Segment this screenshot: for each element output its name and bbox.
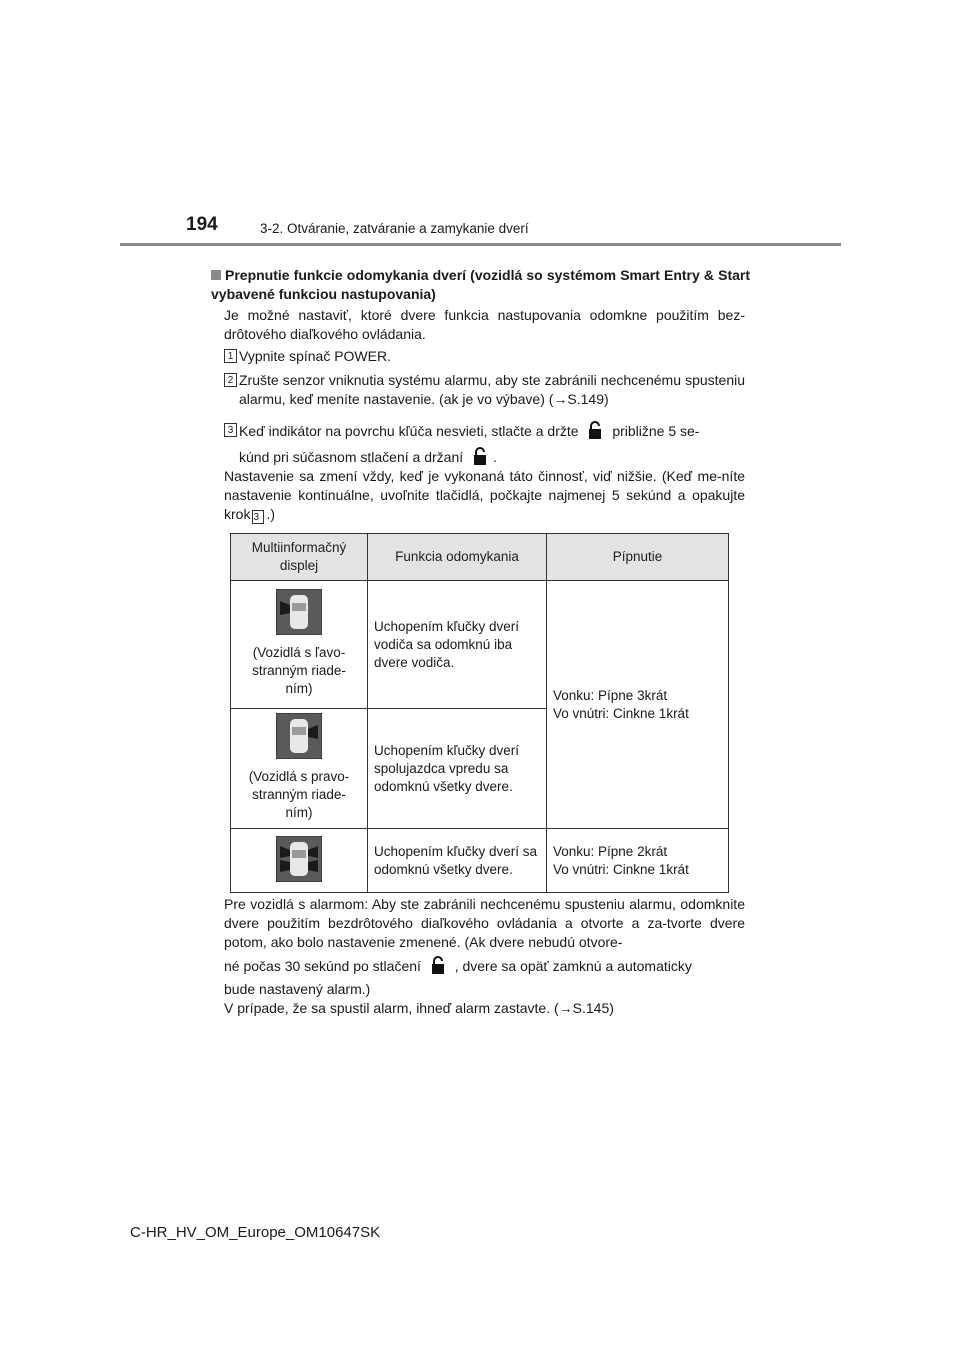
lock-icon (431, 956, 445, 980)
section-heading: Prepnutie funkcie odomykania dverí (vozidlá so systémom Smart Entry & Start vybavené funkciou nastupovania) (211, 267, 750, 302)
table-row (231, 829, 729, 893)
step-1-text: Vypnite spínač POWER. (239, 348, 391, 364)
function-cell: Uchopením kľučky dverí spolujazdca vpredu sa odomknú všetky dvere. (368, 709, 547, 829)
table-header-row (231, 534, 729, 581)
display-cell: (Vozidlá s pravo-stranným riade-ním) (231, 709, 368, 829)
lock-icon (588, 421, 602, 445)
display-cell (231, 829, 368, 893)
page-number: 194 (186, 214, 218, 235)
step-reference: 3 (252, 510, 264, 524)
heading-bullet-icon (211, 270, 221, 280)
step-3-text-line1: Keď indikátor na povrchu kľúča nesvieti, stlačte a držte približne 5 se- (239, 421, 745, 445)
table-row (231, 581, 729, 709)
step-2-text: Zrušte senzor vniknutia systému alarmu, aby ste zabránili nechcenému spusteniu alarmu, keď meníte nastavenie. (ak je vo výbave) (→S.149) (239, 372, 745, 407)
function-cell: Uchopením kľučky dverí vodiča sa odomknú iba dvere vodiča. (368, 581, 547, 709)
step-3-text-line2: kúnd pri súčasnom stlačení a držaní . (239, 447, 745, 471)
step-number-1: 1 (224, 349, 237, 363)
step-number-2: 2 (224, 373, 237, 387)
car-all-doors-icon (231, 836, 367, 885)
car-right-door-icon (231, 713, 367, 762)
table-header: Multiinformačný displej (231, 534, 368, 581)
beep-cell: Vonku: Pípne 3krát Vo vnútri: Cinkne 1krát (547, 581, 729, 829)
alarm-note: Pre vozidlá s alarmom: Aby ste zabránili nechcenému spusteniu alarmu, odomknite dvere použitím bezdrôtového diaľkového ovládania a otvorte a za-tvorte dvere potom, ako bolo nastavenie zmenené. (Ak dvere nebudú otvore- né počas 30 sekúnd po stlačení , dvere sa opäť zamknú a automaticky bude nastavený alarm.) V prípade, že sa spustil alarm, ihneď alarm zastavte. (→S.145) (224, 896, 745, 1016)
chapter-title: 3-2. Otváranie, zatváranie a zamykanie dverí (260, 221, 529, 236)
display-cell: (Vozidlá s ľavo-stranným riade-ním) (231, 581, 368, 709)
header-divider (120, 243, 841, 246)
beep-cell: Vonku: Pípne 2krát Vo vnútri: Cinkne 1krát (547, 829, 729, 893)
intro-paragraph: Je možné nastaviť, ktoré dvere funkcia nastupovania odomkne použitím bez-drôtového diaľkového ovládania. (224, 307, 745, 342)
function-cell: Uchopením kľučky dverí sa odomknú všetky dvere. (368, 829, 547, 893)
note-paragraph: Nastavenie sa zmení vždy, keď je vykonaná táto činnosť, viď nižšie. (Keď me-níte nastavenie kontinuálne, uvoľnite tlačidlá, počkajte najmenej 5 sekúnd a opakujte krok 3 .) (224, 468, 745, 523)
table-header: Funkcia odomykania (368, 534, 547, 581)
car-left-door-icon (231, 589, 367, 638)
unlock-settings-table (230, 533, 729, 893)
step-number-3: 3 (224, 423, 237, 437)
table-header: Pípnutie (547, 534, 729, 581)
footer-code: C-HR_HV_OM_Europe_OM10647SK (130, 1224, 381, 1241)
